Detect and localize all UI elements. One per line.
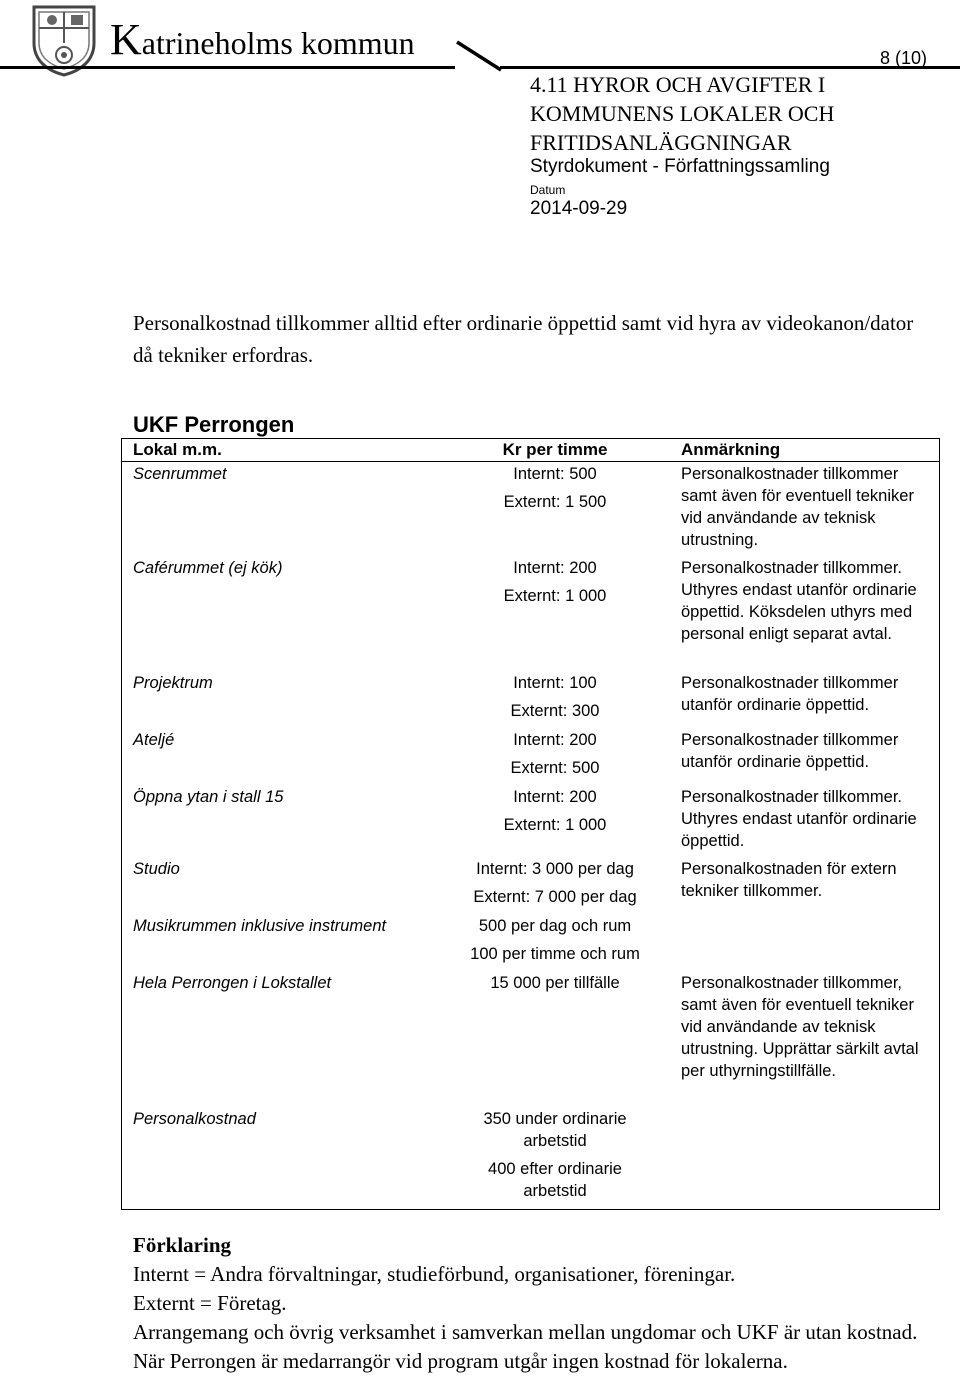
table-row-lokal: Caférummet (ej kök) [133,559,283,577]
organization-name: Katrineholms kommun [110,15,415,64]
header-rule-left [0,66,455,69]
table-row-remark: Personalkostnader tillkommer, samt även för eventuell tekniker vid användande av teknisk utrustning. Upprättar särkilt avtal per uthyrningstillfälle. [681,974,919,1080]
table-row-remark: Personalkostnaden för extern tekniker tillkommer. [681,860,897,900]
document-title-line: KOMMUNENS LOKALER OCH [530,101,835,126]
table-row-price: Internt: 200 Externt: 500 [510,731,600,777]
table-row-lokal: Personalkostnad [133,1110,256,1128]
column-header-price: Kr per timme [502,440,608,459]
table-row-remark: Personalkostnader tillkommer. Uthyres endast utanför ordinarie öppettid. Köksdelen uthyrs med personal enligt separat avtal. [681,559,917,643]
table-row-lokal: Hela Perrongen i Lokstallet [133,974,332,992]
legend-line: Externt = Företag. [133,1291,287,1315]
table-row-lokal: Ateljé [133,731,175,749]
table-row-price: Internt: 500 Externt: 1 500 [503,465,607,511]
table-row-lokal: Studio [133,860,180,878]
table-row-price: Internt: 200 Externt: 1 000 [503,559,607,605]
document-title-line: 4.11 HYROR OCH AVGIFTER I [530,72,826,97]
table-row-price: 15 000 per tillfälle [490,974,620,992]
table-row-remark: Personalkostnader tillkommer utanför ordinarie öppettid. [681,731,899,771]
table-row-remark: Personalkostnader tillkommer utanför ordinarie öppettid. [681,674,899,714]
legend-heading: Förklaring [133,1233,231,1257]
table-row-price: Internt: 200 Externt: 1 000 [503,788,607,834]
legend-section [133,1231,933,1376]
date-value: 2014-09-29 [530,198,628,219]
column-header-lokal: Lokal m.m. [133,440,222,459]
table-row-lokal: Musikrummen inklusive instrument [133,917,387,935]
header-slash-decoration [455,40,505,72]
table-row-price: 350 under ordinarie arbetstid 400 efter ordinarie arbetstid [483,1110,627,1200]
date-label: Datum [530,183,566,197]
table-row-remark: Personalkostnader tillkommer. Uthyres endast utanför ordinarie öppettid. [681,788,917,850]
table-row-price: Internt: 100 Externt: 300 [510,674,600,720]
legend-line: Arrangemang och övrig verksamhet i samverkan mellan ungdomar och UKF är utan kostnad. När Perrongen är medarrangör vid program utgår ingen kostnad för lokalerna. [133,1320,918,1373]
table-row-remark: Personalkostnader tillkommer samt även för eventuell tekniker vid användande av teknisk utrustning. [681,465,914,549]
table-header-divider [122,461,939,462]
document-title [530,70,834,157]
document-title-line: FRITIDSANLÄGGNINGAR [530,130,792,155]
table-row-price: 500 per dag och rum 100 per timme och rum [470,917,640,963]
intro-paragraph: Personalkostnad tillkommer alltid efter ordinarie öppettid samt vid hyra av videokanon/dator då tekniker erfordras. [133,311,914,367]
document-subtitle: Styrdokument - Författningssamling [530,156,830,177]
table-title: UKF Perrongen [133,412,295,437]
legend-line: Internt = Andra förvaltningar, studieförbund, organisationer, föreningar. [133,1262,736,1286]
table-row-lokal: Öppna ytan i stall 15 [133,788,284,806]
table-row-price: Internt: 3 000 per dag Externt: 7 000 per dag [473,860,637,906]
table-row-lokal: Projektrum [133,674,213,692]
table-row-lokal: Scenrummet [133,465,227,483]
page-number: 8 (10) [880,48,928,68]
column-header-remark: Anmärkning [681,440,781,459]
